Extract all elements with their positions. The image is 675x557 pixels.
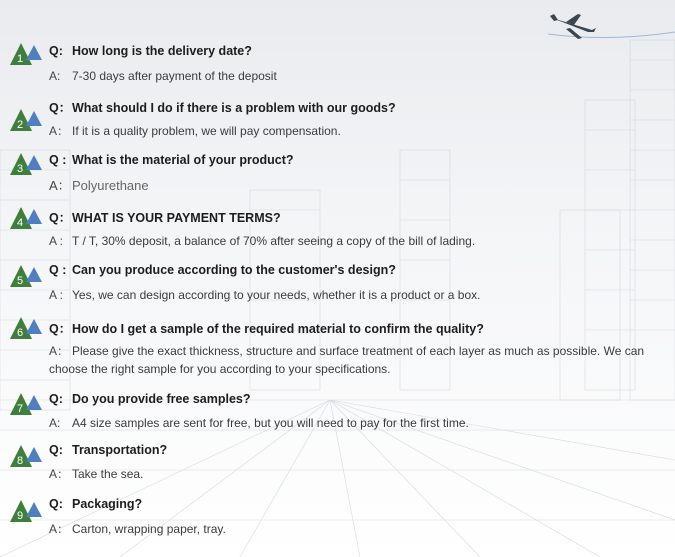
faq-question: Q: Do you provide free samples? [49,392,251,406]
svg-text:5: 5 [17,275,24,287]
faq-answer: A： Take the sea. [49,467,144,481]
svg-text:4: 4 [17,217,24,229]
faq-answer: A : T / T, 30% deposit, a balance of 70% after seeing a copy of the bill of lading. [49,234,476,248]
faq-answer: A： Please give the exact thickness, structure and surface treatment of each layer as much as possible. We can choose the right sample for you according to your specifications. [49,344,645,376]
faq-answer: A： Carton, wrapping paper, tray. [49,522,226,536]
number-badge-icon [8,442,42,468]
faq-question: Q : Can you produce according to the customer's design? [49,263,396,277]
svg-text:9: 9 [17,510,24,522]
number-badge-icon [8,40,42,66]
number-badge-icon [8,150,42,176]
faq-answer: A：Polyurethane [49,178,149,193]
faq-question: Q：WHAT IS YOUR PAYMENT TERMS? [49,211,281,225]
faq-question: Q：How do I get a sample of the required material to confirm the quality? [49,322,484,336]
faq-question: Q: Packaging? [49,497,143,511]
faq-answer: A: A4 size samples are sent for free, but you will need to pay for the first time. [49,416,469,430]
faq-question: Q : What is the material of your product? [49,153,294,167]
faq-answer: A : Yes, we can design according to your needs, whether it is a product or a box. [49,288,481,302]
faq-answer: A： If it is a quality problem, we will pay compensation. [49,124,341,138]
svg-text:8: 8 [17,455,24,467]
svg-text:1: 1 [17,53,24,65]
faq-question: Q: Transportation? [49,443,168,457]
svg-text:7: 7 [17,403,24,415]
number-badge-icon [8,390,42,416]
number-badge-icon [8,204,42,230]
faq-answer: A: 7-30 days after payment of the deposit [49,69,277,83]
number-badge-icon [8,262,42,288]
faq-question: Q: How long is the delivery date? [49,44,252,58]
svg-text:6: 6 [17,327,24,339]
faq-question: Q：What should I do if there is a problem with our goods? [49,101,396,115]
number-badge-icon [8,314,42,340]
svg-text:3: 3 [17,163,24,175]
number-badge-icon [8,497,42,523]
svg-text:2: 2 [17,119,24,131]
number-badge-icon [8,106,42,132]
